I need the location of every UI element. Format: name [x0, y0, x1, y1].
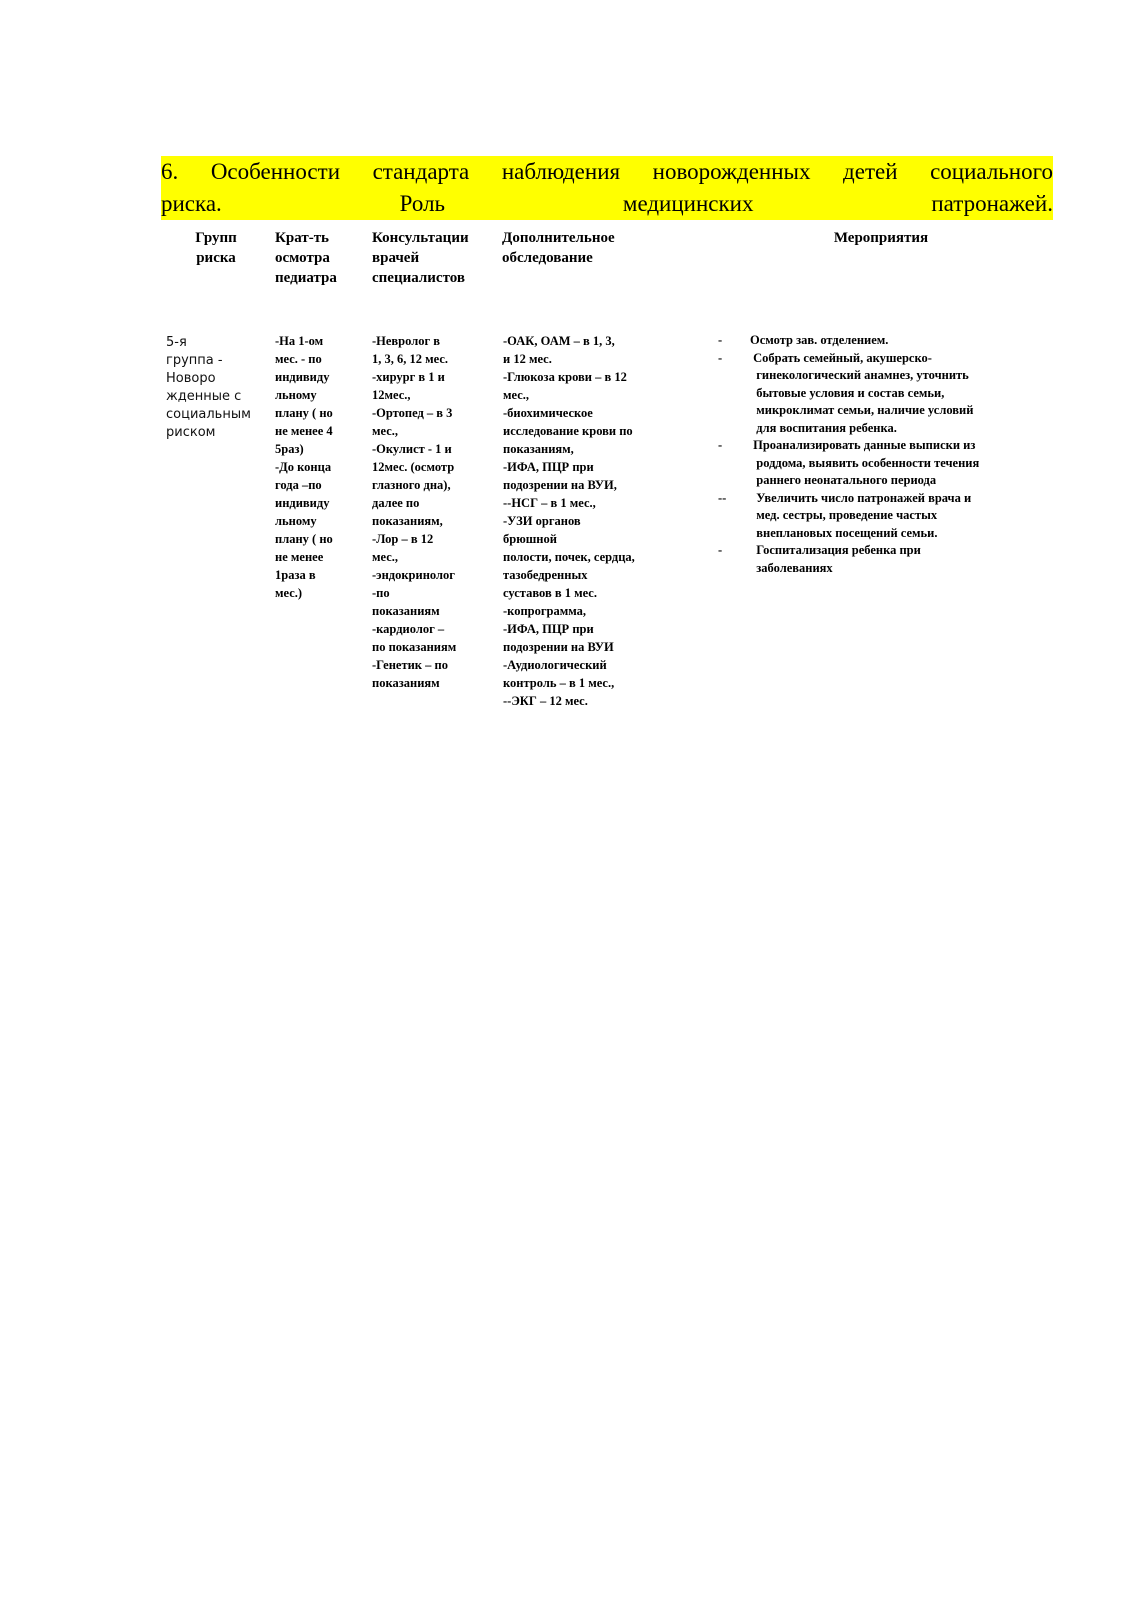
cell-measures: [718, 332, 979, 577]
header-measures: [816, 228, 946, 248]
frequency-line: не менее: [275, 550, 324, 564]
heading-word: детей: [843, 159, 898, 184]
measure-line: Проанализировать данные выписки из: [750, 438, 976, 452]
measure-item: [718, 437, 979, 490]
header-group-line: Групп: [195, 230, 237, 246]
consultation-line: -хирург в 1 и: [372, 370, 445, 384]
group-line: жденные с: [166, 389, 242, 404]
measure-line: бытовые условия и состав семьи,: [750, 385, 945, 400]
consultation-line: мес.,: [372, 424, 399, 438]
examination-line: брюшной: [503, 532, 557, 546]
measure-line: микроклимат семьи, наличие условий: [750, 403, 974, 417]
heading-word: риска.: [161, 191, 222, 216]
measure-line: Осмотр зав. отделением.: [750, 333, 889, 347]
group-line: социальным: [166, 407, 251, 422]
consultation-line: -кардиолог –: [372, 622, 445, 636]
header-consultations-line: Консультации: [372, 230, 469, 246]
frequency-line: года –по: [275, 478, 322, 492]
examination-line: исследование крови по: [503, 424, 633, 438]
heading-word: социального: [930, 159, 1053, 184]
group-line: Новоро: [166, 371, 216, 386]
header-frequency: [275, 228, 337, 288]
measure-dash: -: [718, 543, 723, 557]
header-group: [181, 228, 251, 268]
consultation-line: по показаниям: [372, 640, 457, 654]
frequency-line: мес. - по: [275, 352, 322, 366]
examination-line: -копрограмма,: [503, 604, 587, 618]
measure-dash: -: [718, 333, 723, 347]
measure-dash: --: [718, 490, 727, 505]
heading-word: новорожденных: [652, 159, 811, 184]
examination-line: -ИФА, ПЦР при: [503, 460, 594, 474]
heading-word: Роль: [399, 191, 446, 216]
heading-word: стандарта: [372, 159, 470, 184]
consultation-line: -по: [372, 586, 390, 600]
measure-item: [718, 332, 979, 350]
heading-word: медицинских: [622, 191, 754, 216]
measure-line: мед. сестры, проведение частых: [750, 508, 938, 522]
frequency-line: не менее 4: [275, 424, 333, 438]
frequency-line: индивиду: [275, 370, 330, 384]
header-examination-line: обследование: [502, 250, 593, 266]
heading-line-2: [161, 188, 1053, 220]
consultation-line: далее по: [372, 496, 420, 510]
consultation-line: -Лор – в 12: [372, 532, 434, 546]
measure-dash: -: [718, 438, 723, 452]
consultation-line: -Генетик – по: [372, 658, 448, 672]
header-consultations: [372, 228, 469, 288]
measure-line: роддома, выявить особенности течения: [750, 455, 980, 470]
header-frequency-line: педиатра: [275, 270, 337, 286]
frequency-line: 1раза в: [275, 568, 316, 582]
header-examination-line: Дополнительное: [502, 230, 615, 246]
group-line: 5-я: [166, 335, 187, 350]
cell-examination: [503, 332, 635, 710]
heading-word: 6.: [161, 159, 179, 184]
measure-line: Увеличить число патронажей врача и: [750, 490, 972, 505]
examination-line: -ИФА, ПЦР при: [503, 622, 594, 636]
frequency-line: мес.): [275, 586, 303, 600]
frequency-line: льному: [275, 514, 317, 528]
consultation-line: показаниям,: [372, 514, 443, 528]
frequency-line: -На 1-ом: [275, 334, 324, 348]
examination-line: и 12 мес.: [503, 352, 552, 366]
consultation-line: -Окулист - 1 и: [372, 442, 452, 456]
frequency-line: 5раз): [275, 442, 304, 456]
consultation-line: -эндокринолог: [372, 568, 455, 582]
examination-line: -биохимическое: [503, 406, 593, 420]
group-line: риском: [166, 425, 216, 440]
measure-line: для воспитания ребенка.: [750, 420, 897, 435]
cell-frequency: [275, 332, 333, 602]
measure-item: [718, 542, 979, 577]
consultation-line: глазного дна),: [372, 478, 451, 492]
heading-word: патронажей.: [931, 191, 1053, 216]
frequency-line: плану ( но: [275, 406, 333, 420]
consultation-line: -Ортопед – в 3: [372, 406, 453, 420]
examination-line: мес.,: [503, 388, 530, 402]
header-frequency-line: Крат-ть: [275, 230, 329, 246]
frequency-line: индивиду: [275, 496, 330, 510]
examination-line: --НСГ – в 1 мес.,: [503, 496, 596, 510]
measure-line: Собрать семейный, акушерско-: [750, 350, 932, 365]
consultation-line: 1, 3, 6, 12 мес.: [372, 352, 449, 366]
measure-item: [718, 350, 979, 438]
examination-line: -ОАК, ОАМ – в 1, 3,: [503, 334, 615, 348]
consultation-line: -Невролог в: [372, 334, 441, 348]
header-consultations-line: специалистов: [372, 270, 465, 286]
examination-line: тазобедренных: [503, 568, 588, 582]
measure-line: заболеваниях: [750, 560, 833, 575]
section-heading: [161, 156, 1053, 220]
examination-line: -Аудиологический: [503, 658, 607, 672]
group-line: группа -: [166, 353, 223, 368]
measure-line: гинекологический анамнез, уточнить: [750, 368, 969, 382]
examination-line: подозрении на ВУИ,: [503, 478, 617, 492]
frequency-line: плану ( но: [275, 532, 333, 546]
header-consultations-line: врачей: [372, 250, 420, 266]
consultation-line: мес.,: [372, 550, 399, 564]
frequency-line: льному: [275, 388, 317, 402]
consultation-line: показаниям: [372, 604, 440, 618]
header-group-line: риска: [196, 250, 236, 266]
heading-word: Особенности: [210, 159, 340, 184]
examination-line: подозрении на ВУИ: [503, 640, 614, 654]
header-examination: [502, 228, 615, 268]
measure-dash: -: [718, 350, 723, 365]
examination-line: контроль – в 1 мес.,: [503, 676, 615, 690]
heading-line-1: [161, 156, 1053, 188]
measure-line: Госпитализация ребенка при: [750, 543, 921, 557]
consultation-line: 12мес. (осмотр: [372, 460, 455, 474]
measure-item: [718, 490, 979, 543]
measure-line: внеплановых посещений семьи.: [750, 525, 938, 540]
examination-line: показаниям,: [503, 442, 574, 456]
consultation-line: 12мес.,: [372, 388, 411, 402]
cell-group: [166, 334, 251, 442]
cell-consultations: [372, 332, 456, 692]
examination-line: полости, почек, сердца,: [503, 550, 635, 564]
header-measures-label: Мероприятия: [833, 230, 929, 246]
examination-line: -УЗИ органов: [503, 514, 581, 528]
header-frequency-line: осмотра: [275, 250, 330, 266]
examination-line: --ЭКГ – 12 мес.: [503, 694, 588, 708]
examination-line: суставов в 1 мес.: [503, 586, 597, 600]
heading-word: наблюдения: [501, 159, 621, 184]
examination-line: -Глюкоза крови – в 12: [503, 370, 627, 384]
measure-line: раннего неонатального периода: [750, 473, 937, 487]
frequency-line: -До конца: [275, 460, 332, 474]
consultation-line: показаниям: [372, 676, 440, 690]
